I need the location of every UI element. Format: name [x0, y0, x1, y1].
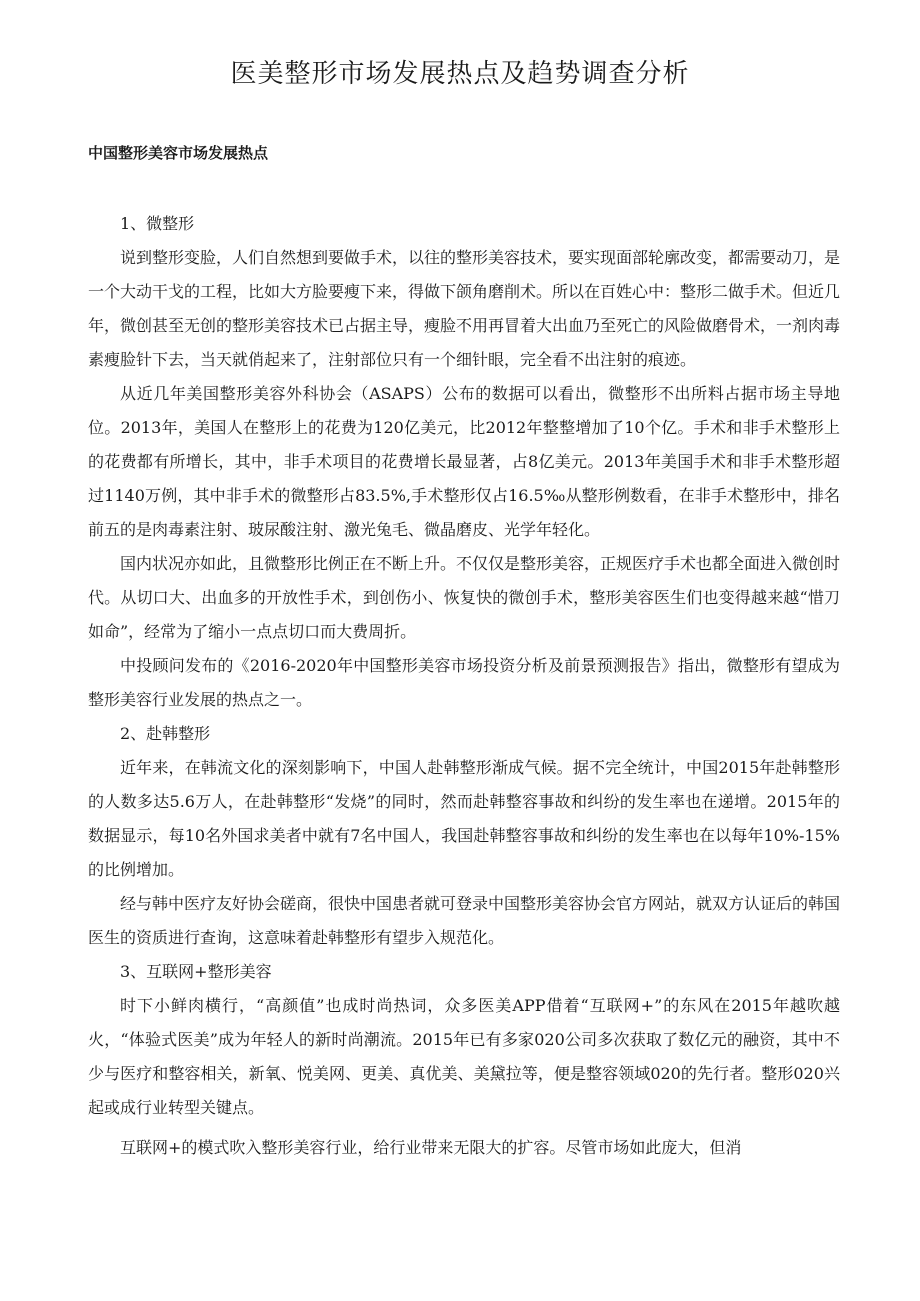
paragraph: 从近几年美国整形美容外科协会（ASAPS）公布的数据可以看出，微整形不出所料占据市场主导地位。2013年，美国人在整形上的花费为120亿美元，比2012年整整增加了10个亿。手术和非手术整形上的花费都有所增长，其中，非手术项目的花费增长最显著，占8亿美元。2013年美国手术和非手术整形超过1140万例，其中非手术的微整形占83.5%,手术整形仅占16.5‰从整形例数看，在非手术整形中，排名前五的是肉毒素注射、玻尿酸注射、激光兔毛、微晶磨皮、光学年轻化。	[88, 384, 840, 539]
paragraph: 国内状况亦如此，且微整形比例正在不断上升。不仅仅是整形美容，正规医疗手术也都全面进入微创时代。从切口大、出血多的开放性手术，到创伤小、恢复快的微创手术，整形美容医生们也变得越来越“惜刀如命”，经常为了缩小一点点切口而大费周折。	[88, 554, 841, 641]
document-body	[88, 207, 840, 1165]
paragraph: 时下小鲜肉横行，“高颜值”也成时尚热词，众多医美APP借着“互联网+”的东风在2015年越吹越火，“体验式医美”成为年轻人的新时尚潮流。2015年已有多家020公司多次获取了数亿元的融资，其中不少与医疗和整容相关，新氧、悦美网、更美、真优美、美黛拉等，便是整容领域020的先行者。整形020兴起或成行业转型关键点。	[88, 996, 840, 1117]
paragraph: 互联网+的模式吹入整形美容行业，给行业带来无限大的扩容。尽管市场如此庞大，但消	[120, 1138, 742, 1157]
document-title: 医美整形市场发展热点及趋势调查分析	[230, 59, 690, 89]
subheading-korea-surgery: 2、赴韩整形	[120, 724, 211, 743]
section-heading: 中国整形美容市场发展热点	[88, 144, 269, 162]
paragraph: 说到整形变脸，人们自然想到要做手术，以往的整形美容技术，要实现面部轮廓改变，都需要动刀，是一个大动干戈的工程，比如大方脸要瘦下来，得做下颌角磨削术。所以在百姓心中：整形二做手术。但近几年，微创甚至无创的整形美容技术已占据主导，瘦脸不用再冒着大出血乃至死亡的风险做磨骨术，一剂肉毒素瘦脸针下去，当天就俏起来了，注射部位只有一个细针眼，完全看不出注射的痕迹。	[88, 248, 841, 369]
subheading-micro-plastic: 1、微整形	[120, 214, 195, 233]
subheading-internet-plus: 3、互联网+整形美容	[120, 962, 272, 981]
paragraph: 中投顾问发布的《2016-2020年中国整形美容市场投资分析及前景预测报告》指出，微整形有望成为整形美容行业发展的热点之一。	[88, 656, 840, 709]
paragraph: 经与韩中医疗友好协会磋商，很快中国患者就可登录中国整形美容协会官方网站，就双方认证后的韩国医生的资质进行查询，这意味着赴韩整形有望步入规范化。	[88, 894, 841, 947]
paragraph: 近年来，在韩流文化的深刻影响下，中国人赴韩整形渐成气候。据不完全统计，中国2015年赴韩整形的人数多达5.6万人，在赴韩整形“发烧”的同时，然而赴韩整容事故和纠纷的发生率也在递增。2015年的数据显示，每10名外国求美者中就有7名中国人，我国赴韩整容事故和纠纷的发生率也在以每年10%-15%的比例增加。	[88, 758, 840, 879]
